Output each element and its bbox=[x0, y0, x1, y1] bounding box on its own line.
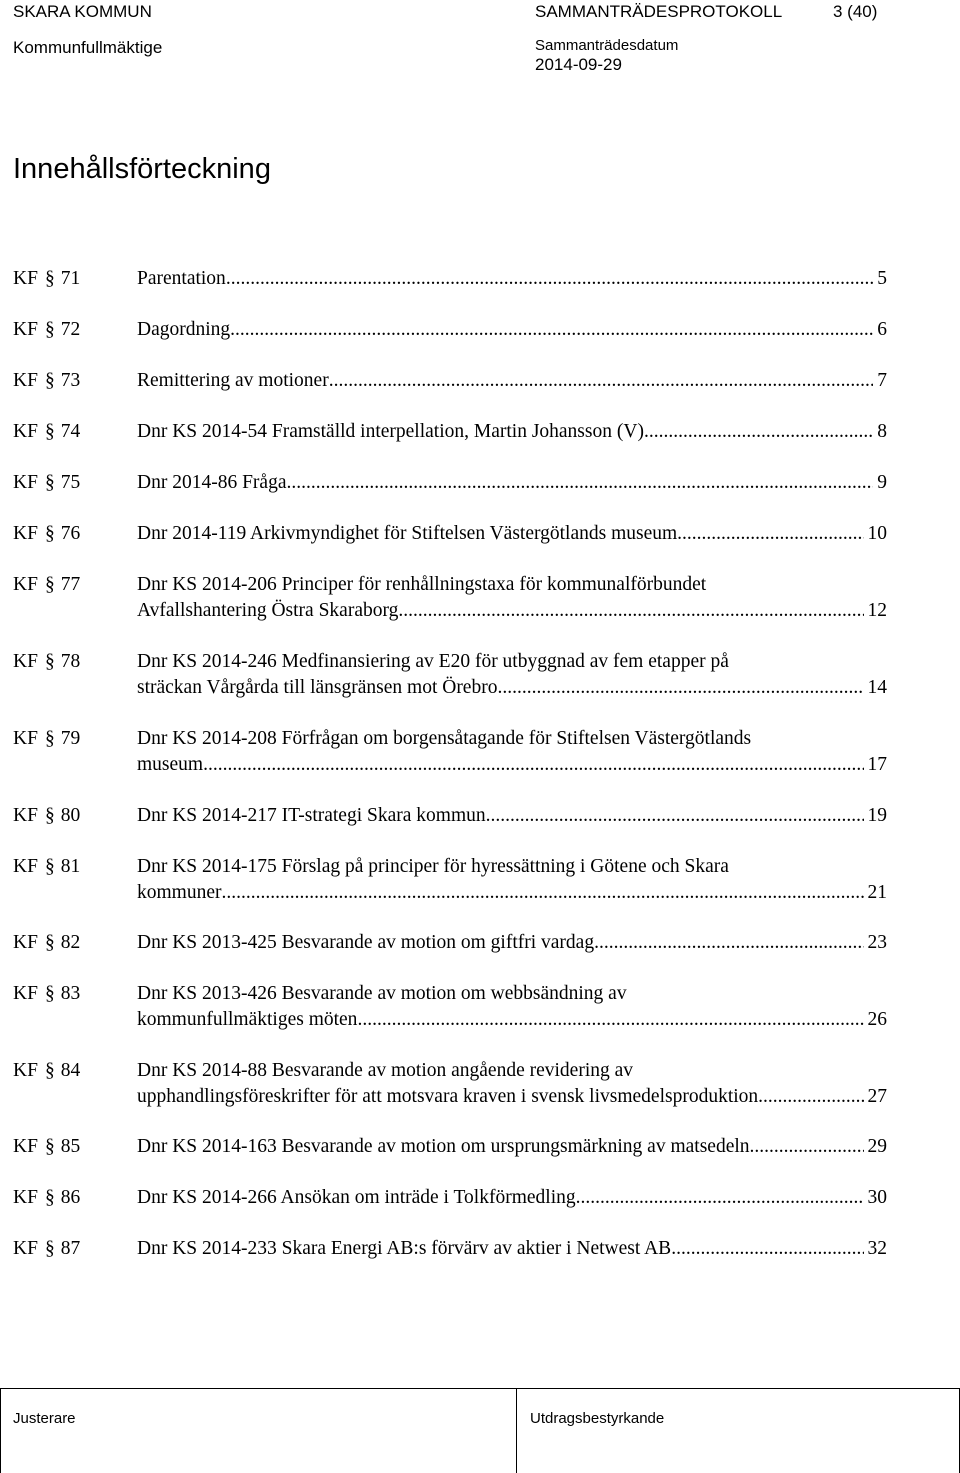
dot-leader bbox=[758, 1084, 863, 1110]
toc-paragraph-ref bbox=[13, 470, 80, 496]
toc-paragraph-number: 74 bbox=[60, 421, 81, 442]
section-sign: § bbox=[44, 983, 55, 1004]
toc-kf-prefix: KF bbox=[13, 983, 38, 1004]
toc-kf-prefix: KF bbox=[13, 805, 38, 826]
toc-page-number: 8 bbox=[877, 421, 887, 442]
dot-leader bbox=[203, 752, 863, 778]
toc-paragraph-ref bbox=[13, 854, 80, 880]
toc-page-number: 30 bbox=[867, 1187, 887, 1208]
toc-entry-text bbox=[137, 854, 887, 906]
dot-leader bbox=[226, 266, 873, 292]
toc-page-number: 23 bbox=[867, 932, 887, 953]
toc-paragraph-number: 87 bbox=[60, 1238, 81, 1259]
section-sign: § bbox=[44, 651, 55, 672]
section-sign: § bbox=[44, 728, 55, 749]
section-sign: § bbox=[44, 523, 55, 544]
toc-title-line: Dnr KS 2013-426 Besvarande av motion om webbsändning av bbox=[137, 983, 627, 1004]
toc-page-number: 27 bbox=[867, 1086, 887, 1107]
toc-paragraph-ref bbox=[13, 521, 80, 547]
toc-kf-prefix: KF bbox=[13, 1238, 38, 1259]
meeting-date-label: Sammanträdesdatum bbox=[535, 37, 679, 54]
section-sign: § bbox=[44, 268, 55, 289]
footer-top-rule bbox=[0, 1388, 960, 1389]
toc-kf-prefix: KF bbox=[13, 268, 38, 289]
toc-title-line: museum bbox=[137, 754, 204, 775]
section-sign: § bbox=[44, 805, 55, 826]
toc-title-line: Dnr KS 2014-54 Framställd interpellation, Martin Johansson (V) bbox=[137, 421, 644, 442]
toc-page-number: 29 bbox=[867, 1136, 887, 1157]
section-sign: § bbox=[44, 856, 55, 877]
section-sign: § bbox=[44, 1238, 55, 1259]
toc-paragraph-ref bbox=[13, 981, 80, 1007]
toc-paragraph-number: 73 bbox=[60, 370, 81, 391]
toc-page-number: 12 bbox=[867, 600, 887, 621]
toc-paragraph-number: 84 bbox=[60, 1060, 81, 1081]
section-sign: § bbox=[44, 1060, 55, 1081]
toc-kf-prefix: KF bbox=[13, 1187, 38, 1208]
meeting-date: 2014-09-29 bbox=[535, 55, 622, 74]
dot-leader bbox=[398, 598, 863, 624]
dot-leader bbox=[644, 419, 873, 445]
toc-paragraph-number: 72 bbox=[60, 319, 81, 340]
toc-title-line: Dagordning bbox=[137, 319, 231, 340]
toc-paragraph-number: 86 bbox=[60, 1187, 81, 1208]
toc-page-number: 21 bbox=[867, 882, 887, 903]
toc-page-number: 19 bbox=[867, 805, 887, 826]
toc-paragraph-number: 82 bbox=[60, 932, 81, 953]
dot-leader bbox=[671, 1236, 863, 1262]
footer-label-utdragsbestyrkande: Utdragsbestyrkande bbox=[530, 1410, 665, 1427]
toc-title-line: kommunfullmäktiges möten bbox=[137, 1009, 358, 1030]
toc-paragraph-number: 79 bbox=[60, 728, 81, 749]
toc-title-line: Dnr KS 2014-88 Besvarande av motion angående revidering av bbox=[137, 1060, 634, 1081]
toc-paragraph-ref bbox=[13, 726, 80, 752]
toc-entry-text bbox=[137, 266, 887, 292]
toc-kf-prefix: KF bbox=[13, 728, 38, 749]
toc-entry-text bbox=[137, 1134, 887, 1160]
toc-paragraph-number: 83 bbox=[60, 983, 81, 1004]
toc-title-line: Dnr KS 2013-425 Besvarande av motion om giftfri vardag bbox=[137, 932, 595, 953]
document-type: SAMMANTRÄDESPROTOKOLL bbox=[535, 2, 783, 21]
dot-leader bbox=[221, 880, 863, 906]
toc-entry-text bbox=[137, 1236, 887, 1262]
toc-entry-text bbox=[137, 726, 887, 778]
toc-title-line: Avfallshantering Östra Skaraborg bbox=[137, 600, 399, 621]
toc-paragraph-number: 78 bbox=[60, 651, 81, 672]
toc-entry-text bbox=[137, 521, 887, 547]
toc-entry-text bbox=[137, 470, 887, 496]
dot-leader bbox=[486, 803, 864, 829]
toc-title-line: Dnr KS 2014-217 IT-strategi Skara kommun bbox=[137, 805, 486, 826]
toc-paragraph-ref bbox=[13, 419, 80, 445]
section-sign: § bbox=[44, 574, 55, 595]
dot-leader bbox=[594, 930, 863, 956]
toc-page-number: 10 bbox=[867, 523, 887, 544]
page-title: Innehållsförteckning bbox=[13, 153, 271, 185]
dot-leader bbox=[329, 368, 874, 394]
toc-entry-text bbox=[137, 803, 887, 829]
dot-leader bbox=[286, 470, 873, 496]
toc-paragraph-number: 77 bbox=[60, 574, 81, 595]
toc-kf-prefix: KF bbox=[13, 421, 38, 442]
assembly-name: Kommunfullmäktige bbox=[13, 38, 163, 57]
dot-leader bbox=[576, 1185, 864, 1211]
toc-paragraph-ref bbox=[13, 1185, 80, 1211]
toc-paragraph-ref bbox=[13, 317, 80, 343]
toc-entry-text bbox=[137, 1058, 887, 1110]
toc-kf-prefix: KF bbox=[13, 1060, 38, 1081]
toc-entry-text bbox=[137, 368, 887, 394]
toc-entry-text bbox=[137, 1185, 887, 1211]
toc-entry-text bbox=[137, 930, 887, 956]
toc-title-line: Dnr KS 2014-266 Ansökan om inträde i Tolkförmedling bbox=[137, 1187, 576, 1208]
toc-page-number: 7 bbox=[877, 370, 887, 391]
section-sign: § bbox=[44, 421, 55, 442]
toc-paragraph-ref bbox=[13, 649, 80, 675]
dot-leader bbox=[357, 1007, 863, 1033]
toc-paragraph-number: 80 bbox=[60, 805, 81, 826]
toc-page-number: 32 bbox=[867, 1238, 887, 1259]
toc-title-line: Dnr KS 2014-206 Principer för renhållningstaxa för kommunalförbundet bbox=[137, 574, 707, 595]
toc-paragraph-number: 71 bbox=[60, 268, 81, 289]
toc-entry-text bbox=[137, 572, 887, 624]
toc-kf-prefix: KF bbox=[13, 932, 38, 953]
toc-entry-text bbox=[137, 317, 887, 343]
toc-paragraph-ref bbox=[13, 803, 80, 829]
toc-kf-prefix: KF bbox=[13, 319, 38, 340]
section-sign: § bbox=[44, 1136, 55, 1157]
toc-page-number: 5 bbox=[877, 268, 887, 289]
dot-leader bbox=[497, 675, 863, 701]
toc-title-line: kommuner bbox=[137, 882, 222, 903]
toc-page-number: 26 bbox=[867, 1009, 887, 1030]
toc-kf-prefix: KF bbox=[13, 574, 38, 595]
toc-title-line: Parentation bbox=[137, 268, 226, 289]
toc-kf-prefix: KF bbox=[13, 523, 38, 544]
toc-kf-prefix: KF bbox=[13, 651, 38, 672]
toc-paragraph-ref bbox=[13, 1236, 80, 1262]
toc-page-number: 6 bbox=[877, 319, 887, 340]
footer-signature-area bbox=[0, 1388, 960, 1473]
toc-kf-prefix: KF bbox=[13, 472, 38, 493]
footer-left-border bbox=[0, 1388, 1, 1473]
toc-title-line: Dnr 2014-86 Fråga bbox=[137, 472, 287, 493]
toc-title-line: Dnr KS 2014-233 Skara Energi AB:s förvärv av aktier i Netwest AB bbox=[137, 1238, 672, 1259]
toc-title-line: Dnr 2014-119 Arkivmyndighet för Stiftelsen Västergötlands museum bbox=[137, 523, 678, 544]
toc-title-line: Dnr KS 2014-175 Förslag på principer för hyressättning i Götene och Skara bbox=[137, 856, 729, 877]
toc-kf-prefix: KF bbox=[13, 1136, 38, 1157]
toc-title-line: upphandlingsföreskrifter för att motsvara kraven i svensk livsmedelsproduktion bbox=[137, 1086, 759, 1107]
toc-paragraph-ref bbox=[13, 266, 80, 292]
section-sign: § bbox=[44, 472, 55, 493]
toc-entry-text bbox=[137, 981, 887, 1033]
toc-entry-text bbox=[137, 649, 887, 701]
dot-leader bbox=[677, 521, 863, 547]
dot-leader bbox=[750, 1134, 864, 1160]
section-sign: § bbox=[44, 370, 55, 391]
toc-paragraph-ref bbox=[13, 572, 80, 598]
dot-leader bbox=[230, 317, 873, 343]
footer-label-justerare: Justerare bbox=[13, 1410, 76, 1427]
toc-title-line: sträckan Vårgårda till länsgränsen mot Örebro bbox=[137, 677, 498, 698]
section-sign: § bbox=[44, 932, 55, 953]
toc-paragraph-number: 81 bbox=[60, 856, 81, 877]
toc-title-line: Remittering av motioner bbox=[137, 370, 329, 391]
toc-page-number: 9 bbox=[877, 472, 887, 493]
toc-paragraph-ref bbox=[13, 1134, 80, 1160]
footer-divider bbox=[516, 1388, 517, 1473]
section-sign: § bbox=[44, 1187, 55, 1208]
toc-page-number: 14 bbox=[867, 677, 887, 698]
municipality-name: SKARA KOMMUN bbox=[13, 2, 152, 21]
toc-paragraph-number: 76 bbox=[60, 523, 81, 544]
toc-page-number: 17 bbox=[867, 754, 887, 775]
toc-title-line: Dnr KS 2014-208 Förfrågan om borgensåtagande för Stiftelsen Västergötlands bbox=[137, 728, 752, 749]
toc-paragraph-ref bbox=[13, 368, 80, 394]
toc-entry-text bbox=[137, 419, 887, 445]
section-sign: § bbox=[44, 319, 55, 340]
toc-kf-prefix: KF bbox=[13, 370, 38, 391]
toc-paragraph-number: 75 bbox=[60, 472, 81, 493]
toc-paragraph-number: 85 bbox=[60, 1136, 81, 1157]
page-number: 3 (40) bbox=[833, 2, 878, 21]
toc-title-line: Dnr KS 2014-163 Besvarande av motion om ursprungsmärkning av matsedeln bbox=[137, 1136, 750, 1157]
toc-paragraph-ref bbox=[13, 930, 80, 956]
toc-title-line: Dnr KS 2014-246 Medfinansiering av E20 för utbyggnad av fem etapper på bbox=[137, 651, 729, 672]
toc-kf-prefix: KF bbox=[13, 856, 38, 877]
toc-paragraph-ref bbox=[13, 1058, 80, 1084]
